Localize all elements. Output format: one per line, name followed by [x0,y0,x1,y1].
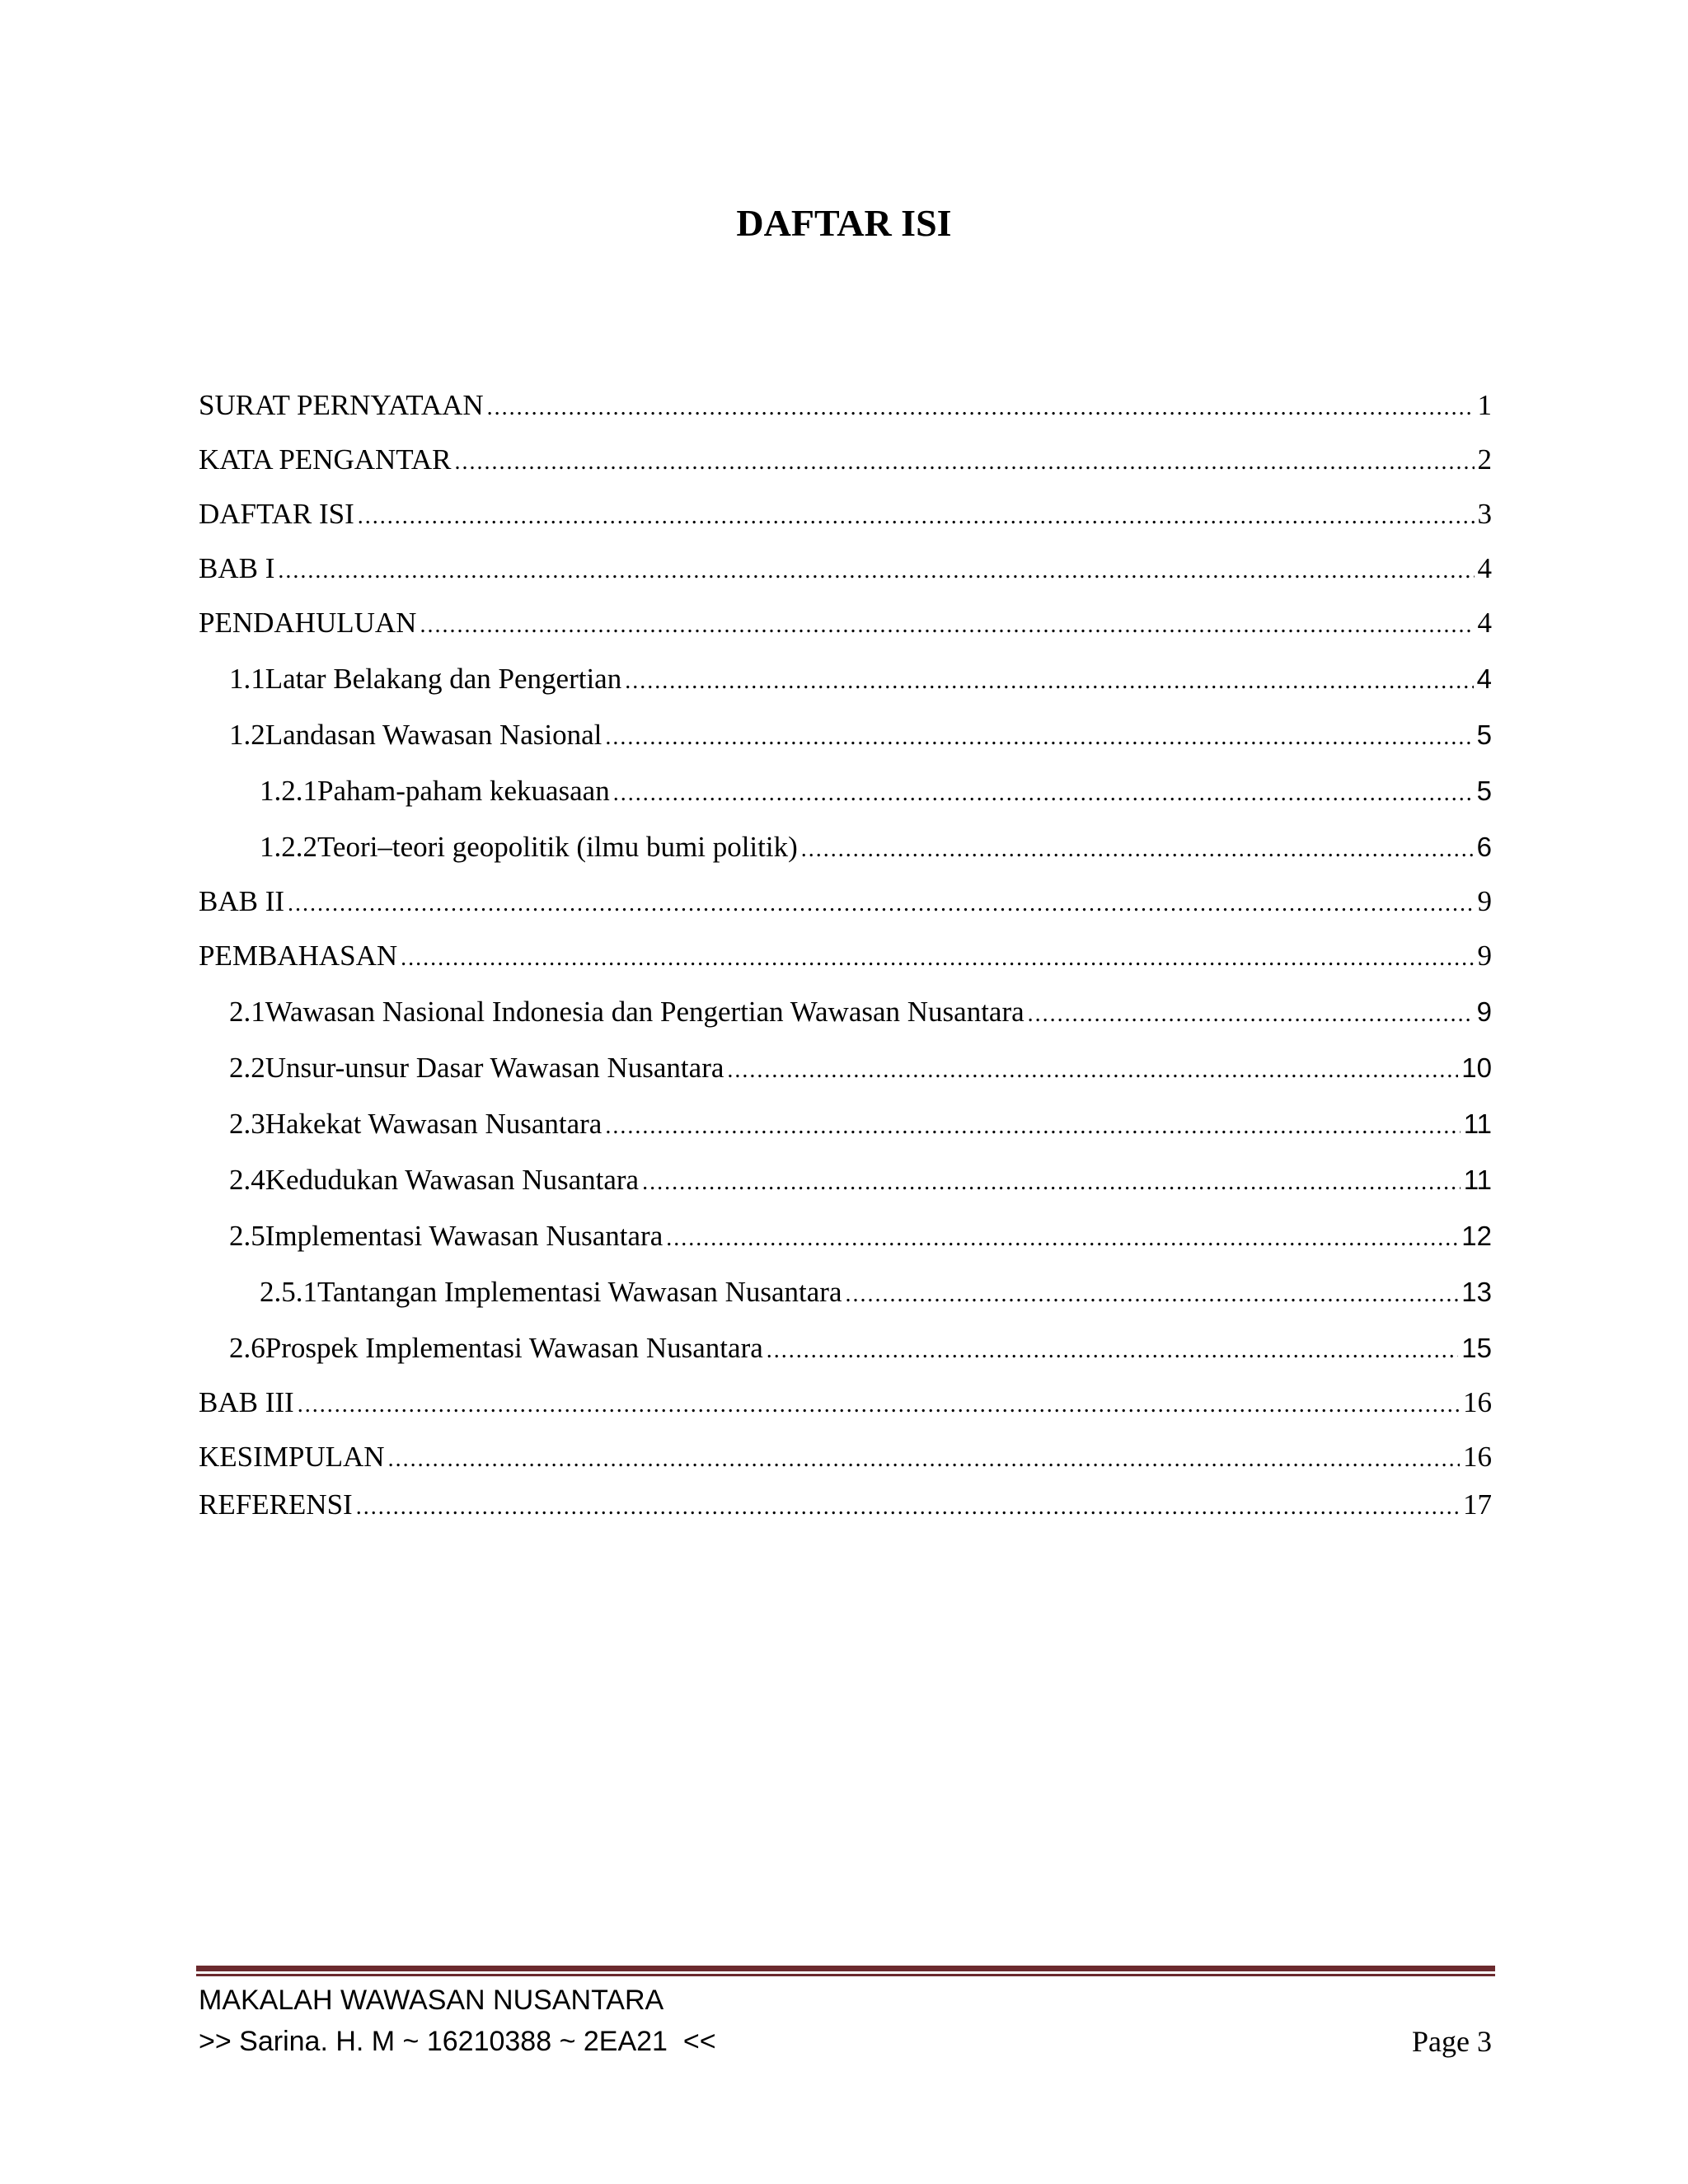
toc-entry-number: 1.1 [229,663,265,695]
toc-entry-number: 2.4 [229,1164,265,1196]
dot-leader [605,1102,1460,1151]
toc-entry[interactable] [199,1378,1492,1427]
dot-leader [298,1380,1460,1430]
toc-entry-label: KESIMPULAN [199,1441,385,1473]
toc-entry-label: DAFTAR ISI [199,498,354,530]
toc-entry-page: 17 [1463,1488,1492,1521]
toc-entry-label: KATA PENGANTAR [199,443,452,476]
dot-leader [356,1483,1460,1532]
toc-entry-label: PEMBAHASAN [199,940,398,972]
toc-entry-number: 2.2 [229,1052,265,1084]
toc-entry[interactable] [199,381,1492,430]
toc-entry-label: Kedudukan Wawasan Nusantara [265,1164,640,1196]
toc-entry-page: 4 [1476,663,1492,694]
toc-entry-label: Latar Belakang dan Pengertian [265,663,622,695]
footer-author: >> Sarina. H. M ~ 16210388 ~ 2EA21 << [199,2026,716,2057]
page-title: DAFTAR ISI [736,202,952,244]
toc-entry-label: SURAT PERNYATAAN [199,389,484,421]
toc-entry[interactable] [199,490,1492,539]
toc-entry-number: 2.5 [229,1220,265,1252]
dot-leader [455,438,1475,487]
toc-entry[interactable] [199,1432,1492,1482]
dot-leader [420,601,1474,650]
toc-entry-label: Wawasan Nasional Indonesia dan Pengertian Wawasan Nusantara [265,996,1025,1028]
toc-entry-number: 2.3 [229,1108,265,1140]
toc-entry-page: 4 [1477,607,1492,639]
dot-leader [401,934,1474,983]
toc-entry-label: Teori–teori geopolitik (ilmu bumi politik) [317,831,798,863]
toc-entry-page: 3 [1477,498,1492,530]
toc-entry[interactable] [199,598,1492,648]
toc-entry-page: 16 [1463,1441,1492,1473]
toc-entry[interactable] [199,823,1492,872]
toc-entry-page: 10 [1461,1052,1492,1083]
toc-entry-number: 1.2 [229,719,265,751]
footer-rule-thick [196,1966,1495,1971]
toc-entry[interactable] [199,544,1492,593]
toc-entry-label: Landasan Wawasan Nasional [265,719,603,751]
toc-entry[interactable] [199,1268,1492,1317]
page-footer [199,1980,1492,2062]
dot-leader [388,1435,1460,1484]
footer-page-number: Page 3 [1412,2025,1492,2058]
toc-entry[interactable] [199,1043,1492,1093]
dot-leader [727,1046,1458,1095]
dot-leader [278,546,1474,596]
dot-leader [1028,990,1474,1039]
toc-entry-number: 2.1 [229,996,265,1028]
toc-entry[interactable] [199,710,1492,760]
dot-leader [666,1214,1458,1263]
toc-entry[interactable] [199,1480,1492,1530]
dot-leader [613,769,1474,818]
dot-leader [801,825,1474,874]
toc-entry-page: 9 [1477,940,1492,972]
toc-entry[interactable] [199,1324,1492,1373]
toc-entry-page: 9 [1477,885,1492,917]
toc-entry-label: BAB II [199,885,285,917]
toc-entry[interactable] [199,654,1492,704]
dot-leader [767,1326,1459,1376]
dot-leader [625,657,1473,706]
footer-title: MAKALAH WAWASAN NUSANTARA [199,1985,664,2016]
toc-entry[interactable] [199,1155,1492,1205]
dot-leader [642,1158,1461,1207]
toc-entry-page: 5 [1476,776,1492,806]
toc-entry[interactable] [199,877,1492,926]
toc-entry-page: 6 [1476,832,1492,862]
toc-entry-number: 2.6 [229,1332,265,1364]
toc-entry-page: 2 [1477,443,1492,476]
toc-entry-page: 11 [1463,1108,1492,1139]
toc-entry-page: 12 [1461,1221,1492,1251]
toc-entry-number: 1.2.1 [260,775,317,807]
toc-entry-label: BAB III [199,1386,294,1418]
dot-leader [487,383,1475,433]
toc-entry-page: 11 [1463,1165,1492,1195]
toc-entry[interactable] [199,1099,1492,1149]
toc-entry-label: Prospek Implementasi Wawasan Nusantara [265,1332,763,1364]
toc-entry-page: 5 [1476,719,1492,750]
toc-entry-label: Hakekat Wawasan Nusantara [265,1108,603,1140]
toc-entry-label: Tantangan Implementasi Wawasan Nusantara [317,1276,842,1308]
dot-leader [605,713,1473,762]
dot-leader [846,1270,1459,1319]
toc-entry-label: PENDAHULUAN [199,607,417,639]
toc-entry[interactable] [199,435,1492,485]
toc-entry[interactable] [199,1212,1492,1261]
toc-entry[interactable] [199,987,1492,1037]
footer-rule-thin [196,1974,1495,1976]
toc-entry-page: 15 [1461,1333,1492,1363]
toc-entry-label: Paham-paham kekuasaan [317,775,610,807]
toc-entry-page: 13 [1461,1277,1492,1307]
toc-entry[interactable] [199,766,1492,816]
toc-entry-label: Unsur-unsur Dasar Wawasan Nusantara [265,1052,724,1084]
dot-leader [358,492,1475,541]
toc-entry-page: 4 [1477,552,1492,584]
toc-entry-page: 9 [1476,996,1492,1027]
toc-entry-label: REFERENSI [199,1488,353,1521]
toc-entry-page: 16 [1463,1386,1492,1418]
footer-divider [196,1966,1495,1976]
toc-entry-number: 2.5.1 [260,1276,317,1308]
toc-entry-page: 1 [1477,389,1492,421]
dot-leader [288,879,1474,929]
toc-entry-number: 1.2.2 [260,831,317,863]
toc-entry-label: BAB I [199,552,275,584]
toc-entry-label: Implementasi Wawasan Nusantara [265,1220,663,1252]
toc-entry[interactable] [199,931,1492,981]
